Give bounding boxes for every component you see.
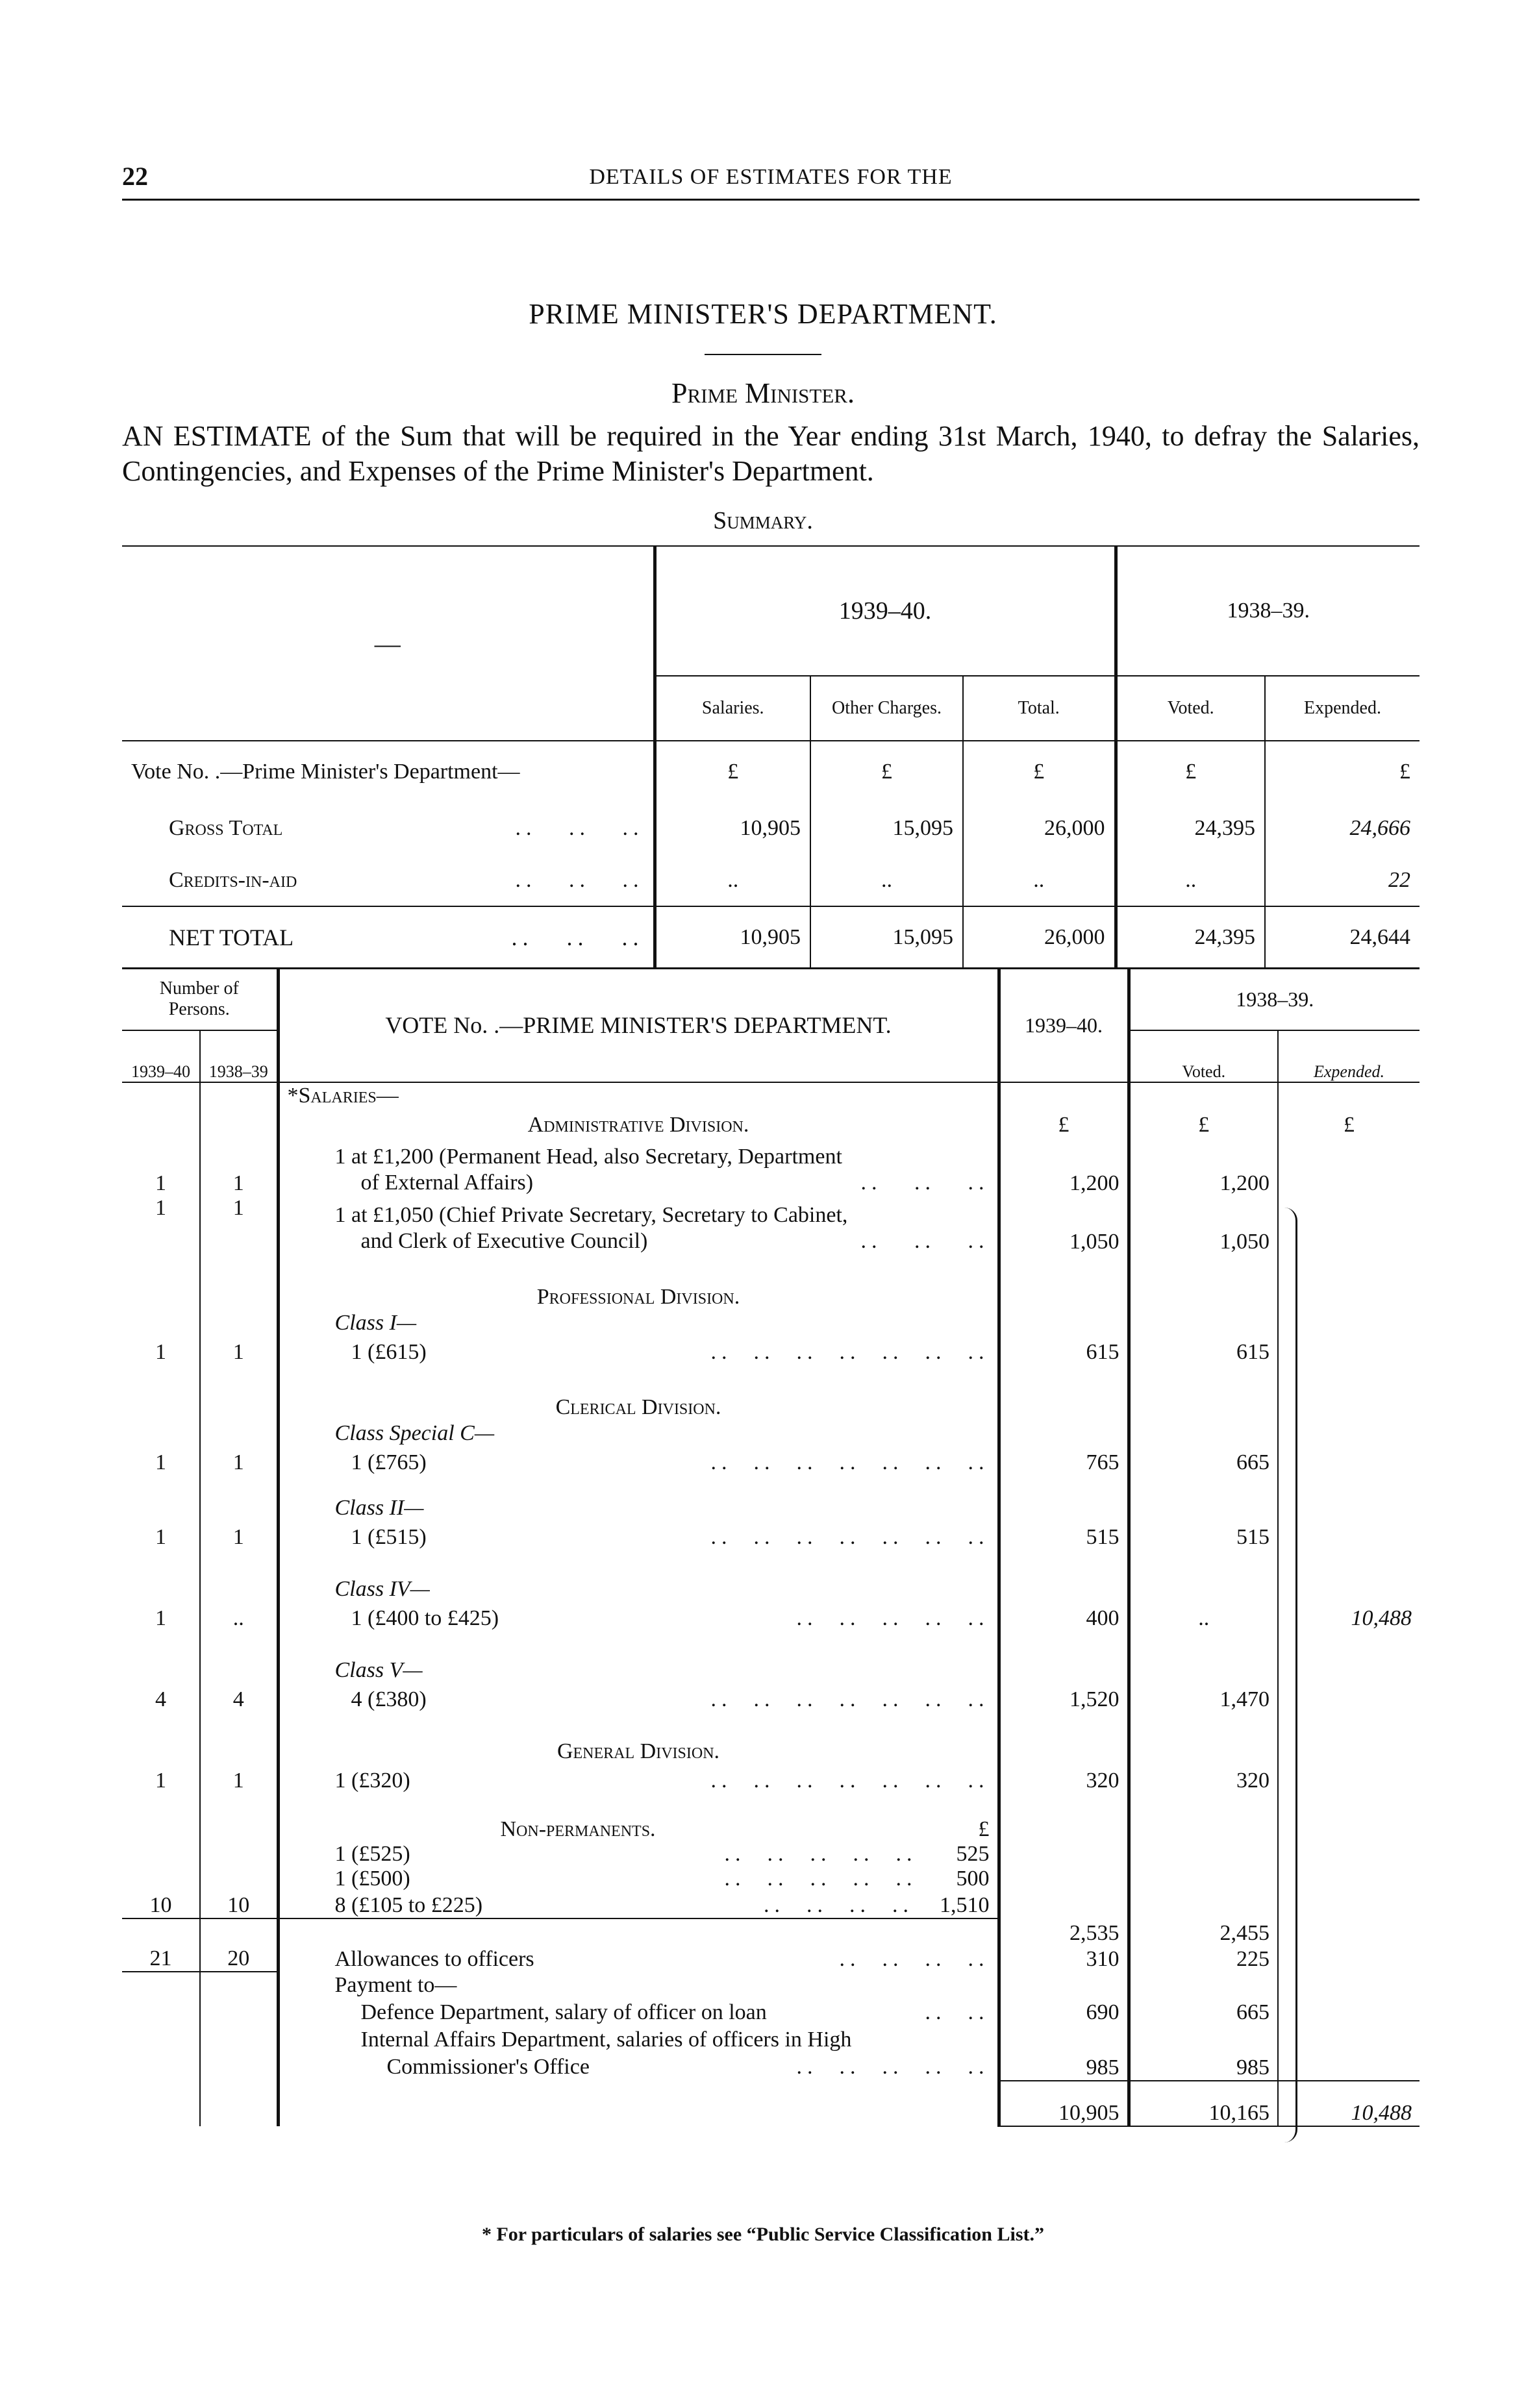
non-permanents: Non-permanents. — [500, 1817, 656, 1841]
col-voted: Voted. — [1116, 676, 1265, 741]
pound-sign: £ — [1278, 1108, 1420, 1137]
persons-1939: 1 — [155, 1339, 166, 1364]
total-1938: 10,165 — [1129, 2081, 1278, 2126]
summary-label: Summary. — [713, 507, 813, 534]
row-text: 1 (£525) — [334, 1841, 410, 1866]
net-salaries: 10,905 — [655, 906, 810, 968]
detail-year-prev: 1938–39. — [1129, 969, 1420, 1030]
detail-table — [122, 967, 1420, 2127]
value-1938: .. — [1129, 1602, 1278, 1631]
persons-1938: 1 — [200, 1137, 278, 1196]
vote-row — [122, 741, 1420, 802]
net-total-label: NET TOTAL — [169, 924, 294, 950]
value-1939: 690 — [999, 1998, 1129, 2025]
table-row: 1 1 1 (£615) .. .. .. .. .. .. .. 615 615 — [122, 1335, 1420, 1365]
totals-row — [122, 2081, 1420, 2126]
gross-total-label: Gross Total — [169, 816, 283, 840]
value-1939: 985 — [999, 2025, 1129, 2081]
table-row: 10 10 8 (£105 to £225) 1,510 .. .. .. .. — [122, 1891, 1420, 1918]
pound-sign: £ — [978, 1817, 990, 1841]
table-row: 1 1 1 (£515) .. .. .. .. .. .. .. 515 515 — [122, 1521, 1420, 1550]
table-row: 1 1 1 (£765) .. .. .. .. .. .. .. 765 665 — [122, 1446, 1420, 1475]
row-amount: 525 — [956, 1841, 990, 1866]
value-1939: 310 — [999, 1946, 1129, 1972]
class-ii-label: Class II— — [278, 1475, 999, 1521]
class-special-c-label: Class Special C— — [278, 1420, 999, 1446]
admin-division: Administrative Division. — [278, 1108, 999, 1137]
credits-total: .. — [963, 854, 1116, 906]
persons-1939: 1 — [155, 1768, 166, 1793]
gross-voted: 24,395 — [1116, 802, 1265, 854]
value-1938: 1,050 — [1129, 1196, 1278, 1254]
running-head: DETAILS OF ESTIMATES FOR THE — [589, 165, 953, 189]
vote-row-label: Vote No. .—Prime Minister's Department— — [131, 760, 520, 784]
general-division: General Division. — [278, 1712, 999, 1764]
footnote: * For particulars of salaries see “Public Service Classification List.” — [481, 2224, 1044, 2245]
value-1938: 665 — [1129, 1998, 1278, 2025]
page-header — [122, 161, 1420, 200]
value-1939: 400 — [999, 1602, 1129, 1631]
header-rule — [122, 199, 1420, 201]
total-1939: 10,905 — [999, 2081, 1129, 2126]
detail-year-current: 1939–40. — [999, 969, 1129, 1082]
row-text: of External Affairs) — [360, 1170, 534, 1195]
table-row: 4 4 4 (£380) .. .. .. .. .. .. .. 1,520 1,470 — [122, 1683, 1420, 1712]
persons-1939: 10 — [149, 1893, 172, 1917]
col-other-charges: Other Charges. — [810, 676, 963, 741]
vote-title: VOTE No. .—PRIME MINISTER'S DEPARTMENT. — [278, 969, 999, 1082]
value-1939: 615 — [999, 1335, 1129, 1365]
row-amount: 500 — [956, 1866, 990, 1891]
value-1939: 1,520 — [999, 1683, 1129, 1712]
persons-1938: 1 — [200, 1521, 278, 1550]
row-text: 1 (£500) — [334, 1866, 410, 1891]
pound-sign: £ — [1265, 741, 1420, 802]
value-1939: 2,535 — [999, 1918, 1129, 1946]
persons-total-1938: 20 — [200, 1946, 278, 1972]
net-total-row: NET TOTAL .. .. .. 10,905 15,095 26,000 24,395 24,644 — [122, 906, 1420, 968]
summary-dash: — — [374, 628, 401, 658]
row-text: 1 at £1,200 (Permanent Head, also Secretary, Department — [334, 1144, 842, 1169]
title-rule — [705, 354, 821, 355]
pound-sign: £ — [1116, 741, 1265, 802]
gross-total: 26,000 — [963, 802, 1116, 854]
table-row — [122, 1918, 1420, 1946]
net-voted: 24,395 — [1116, 906, 1265, 968]
detail-col-expended: Expended. — [1278, 1030, 1420, 1082]
intro-text: AN ESTIMATE of the Sum that will be required in the Year ending 31st March, 1940, to defray the Salaries, Contingencies, and Expenses of the Prime Minister's Department. — [122, 420, 1420, 487]
net-other: 15,095 — [810, 906, 963, 968]
value-1939: 515 — [999, 1521, 1129, 1550]
table-row: 1 1 1 at £1,050 (Chief Private Secretary, Secretary to Cabinet, and Clerk of Executive Council) .. .. .. 1,050 1,050 — [122, 1196, 1420, 1254]
gross-other: 15,095 — [810, 802, 963, 854]
salaries-label: *Salaries— — [278, 1082, 999, 1108]
value-1938: 985 — [1129, 2025, 1278, 2081]
gross-total-row: Gross Total .. .. .. 10,905 15,095 26,000 24,395 24,666 — [122, 802, 1420, 854]
net-total: 26,000 — [963, 906, 1116, 968]
value-1939: 1,050 — [999, 1196, 1129, 1254]
pound-sign: £ — [999, 1108, 1129, 1137]
page-number: 22 — [122, 162, 148, 191]
col-expended: Expended. — [1265, 676, 1420, 741]
row-text: Commissioner's Office — [386, 2054, 590, 2079]
table-row: 1 .. 1 (£400 to £425) .. .. .. .. .. 400 .. 10,488 — [122, 1602, 1420, 1631]
row-text: and Clerk of Executive Council) — [360, 1228, 648, 1253]
value-1938: 515 — [1129, 1521, 1278, 1550]
gross-expended: 24,666 — [1265, 802, 1420, 854]
value-1939: 320 — [999, 1764, 1129, 1793]
number-of-persons: Number of Persons. — [122, 969, 278, 1030]
pound-sign: £ — [655, 741, 810, 802]
class-v-label: Class V— — [278, 1631, 999, 1683]
gross-salaries: 10,905 — [655, 802, 810, 854]
persons-total-1939: 21 — [122, 1946, 200, 1972]
summary-year-prev: 1938–39. — [1116, 546, 1420, 676]
table-row: 1 (£500) 500 .. .. .. .. .. — [122, 1867, 1420, 1891]
persons-1938: 1 — [200, 1764, 278, 1793]
payment-to: Payment to— — [278, 1972, 999, 1998]
class-iv-label: Class IV— — [278, 1550, 999, 1602]
persons-1939: 1 — [155, 1450, 166, 1474]
persons-1939: 1 — [155, 1606, 166, 1630]
credits-other: .. — [810, 854, 963, 906]
value-1938: 1,470 — [1129, 1683, 1278, 1712]
department-title: PRIME MINISTER'S DEPARTMENT. — [529, 298, 997, 330]
table-row: Internal Affairs Department, salaries of officers in High Commissioner's Office .. .. .. .. .. 985 985 — [122, 2025, 1420, 2081]
credits-voted: .. — [1116, 854, 1265, 906]
row-text: 1 at £1,050 (Chief Private Secretary, Secretary to Cabinet, — [334, 1202, 848, 1227]
table-row: 1 1 1 (£320) .. .. .. .. .. .. .. 320 320 — [122, 1764, 1420, 1793]
row-amount: 1,510 — [940, 1893, 990, 1917]
credits-salaries: .. — [655, 854, 810, 906]
net-expended: 24,644 — [1265, 906, 1420, 968]
persons-1938: 4 — [200, 1683, 278, 1712]
table-row: 21 20 Allowances to officers .. .. .. .. 310 225 — [122, 1946, 1420, 1972]
persons-1938: 1 — [200, 1196, 278, 1254]
persons-1939: 1 — [155, 1195, 166, 1220]
value-1938: 320 — [1129, 1764, 1278, 1793]
value-1939: 765 — [999, 1446, 1129, 1475]
detail-col-voted: Voted. — [1129, 1030, 1278, 1082]
credits-expended: 22 — [1265, 854, 1420, 906]
persons-1938: 10 — [200, 1891, 278, 1918]
table-row: 1 1 1 at £1,200 (Permanent Head, also Secretary, Department of External Affairs) .. .. .. 1,200 1,200 — [122, 1137, 1420, 1196]
persons-1939: 1 — [155, 1171, 166, 1195]
summary-table — [122, 545, 1420, 969]
total-expended: 10,488 — [1278, 2081, 1420, 2126]
row-text: Allowances to officers — [334, 1946, 534, 1971]
clerical-division: Clerical Division. — [278, 1365, 999, 1420]
row-text: 1 (£765) — [351, 1450, 427, 1474]
value-1939: 1,200 — [999, 1137, 1129, 1196]
persons-1938: 1 — [200, 1446, 278, 1475]
value-1938: 1,200 — [1129, 1137, 1278, 1196]
table-row: 1 (£525) 525 .. .. .. .. .. — [122, 1842, 1420, 1867]
row-text: Defence Department, salary of officer on loan — [360, 2000, 767, 2024]
class-i-label: Class I— — [278, 1310, 999, 1335]
pound-sign: £ — [963, 741, 1116, 802]
value-1938: 2,455 — [1129, 1918, 1278, 1946]
persons-1939: 4 — [155, 1687, 166, 1711]
pound-sign: £ — [810, 741, 963, 802]
value-1938: 615 — [1129, 1335, 1278, 1365]
persons-1938: .. — [200, 1602, 278, 1631]
col-1939-40: 1939–40 — [131, 1061, 190, 1081]
credits-label: Credits-in-aid — [169, 867, 297, 892]
persons-1938: 1 — [200, 1335, 278, 1365]
professional-division: Professional Division. — [278, 1254, 999, 1310]
row-text: 1 (£320) — [334, 1768, 410, 1793]
persons-1939: 1 — [155, 1524, 166, 1549]
row-text: 8 (£105 to £225) — [334, 1893, 483, 1917]
value-1938: 225 — [1129, 1946, 1278, 1972]
subtitle: Prime Minister. — [671, 377, 855, 409]
expended-brace-total: 10,488 — [1278, 1602, 1420, 1631]
summary-year-current: 1939–40. — [655, 546, 1116, 676]
credits-row: Credits-in-aid .. .. .. .. .. .. .. 22 — [122, 854, 1420, 906]
pound-sign: £ — [1129, 1108, 1278, 1137]
row-text: Internal Affairs Department, salaries of officers in High — [360, 2027, 852, 2052]
col-salaries: Salaries. — [655, 676, 810, 741]
row-text: 1 (£615) — [351, 1339, 427, 1364]
value-1938: 665 — [1129, 1446, 1278, 1475]
row-text: 1 (£400 to £425) — [351, 1606, 499, 1630]
row-text: 4 (£380) — [351, 1687, 427, 1711]
expended-brace — [1276, 1208, 1297, 2142]
col-total: Total. — [963, 676, 1116, 741]
row-text: 1 (£515) — [351, 1524, 427, 1549]
table-row: Defence Department, salary of officer on loan .. .. 690 665 — [122, 1998, 1420, 2025]
col-1938-39: 1938–39 — [200, 1030, 278, 1082]
